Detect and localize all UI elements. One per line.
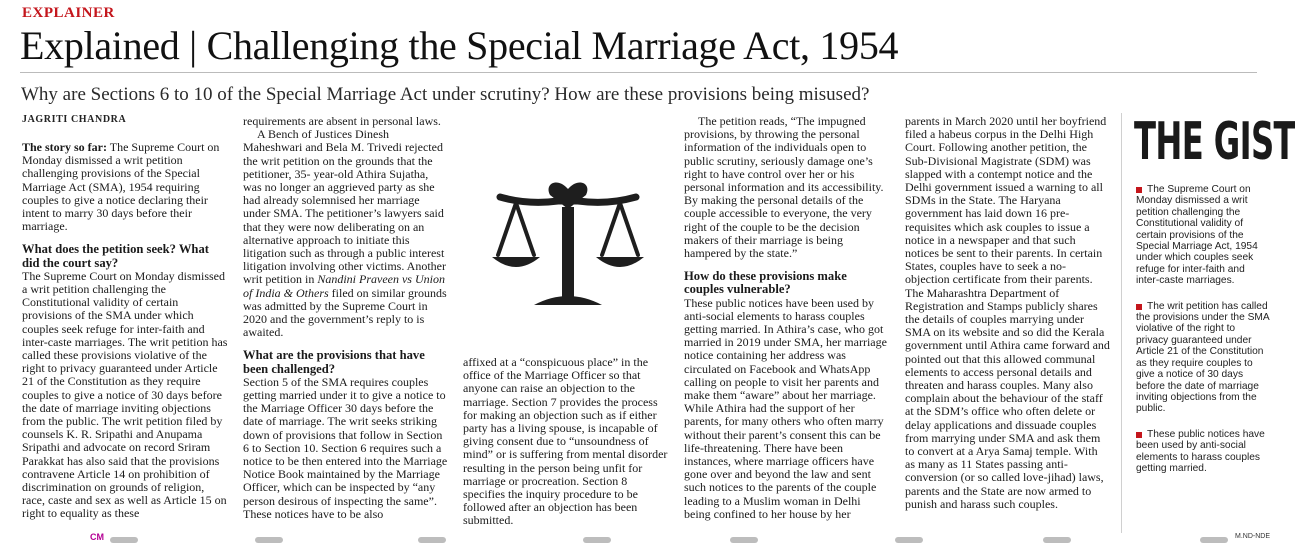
article-column-2 [243,115,448,535]
gist-item-text: These public notices have been used by anti-social elements to harass couples getting married. [1136,428,1265,474]
square-bullet-icon [1136,432,1142,438]
gist-item-text: The writ petition has called the provisions under the SMA violative of the right to privacy guaranteed under Article 21 of the Constitution as they require couples to give a notice of 30 days before the date of marriage inviting objections from the public. [1136,300,1270,415]
body-paragraph: Section 5 of the SMA requires couples getting married under it to give a notice to the Marriage Officer 30 days before the date of marriage. The writ seeks striking down of provisions that follow in Section 6 to Section 10. Section 6 requires such a notice to be then entered into the Marriage Notice Book maintained by the Marriage Officer, which can be inspected by “any person desirous of inspecting the same”. These notices have to be also [243,374,448,521]
color-mark: CM [90,532,104,542]
body-paragraph: These public notices have been used by anti-social elements to harass couples getting married. In Athira’s case, who got married in 2019 under SMA, her marriage notice containing her address was circulated on Facebook and WhatsApp calling on people to visit her parents and make them “aware” about her marriage. While Athira had the support of her parents, for many others who often marry without their parent’s consent this can be life-threatening. There have been instances, where marriage officers have gone over and beyond the law and sent such notices to the parents of the couple leading to a Muslim woman in Delhi being confined to her house by her [684,295,887,521]
body-text: A Bench of Justices Dinesh Maheshwari and Bela M. Trivedi rejected the writ petition on the grounds that the petitioner, 35- year-old Athira Sujatha, was no longer an aggrieved party as she had already solemnised her marriage under SMA. The petitioner’s lawyers said that they were now deliberating on an alternative approach to initiate this litigation such as through a public interest litigation involving other victims. Another writ petition in [243,127,446,287]
body-paragraph: affixed at a “conspicuous place” in the office of the Marriage Officer so that anyone can raise an objection to the marriage. Section 7 provides the process for making an objection such as if either party has a living spouse, is incapable of giving consent due to “unsoundness of mind” or is suffering from mental disorder resulting in the person being unfit for marriage or procreation. Section 8 specifies the inquiry procedure to be followed after an objection has been submitted. [463,355,668,528]
body-paragraph [243,128,448,339]
subheading-petition: What does the petition seek? What did the court say? [22,242,209,270]
page-code: M.ND-NDE [1235,533,1270,540]
lead-text: The Supreme Court on Monday dismissed a writ petition challenging provisions of the Special Marriage Act (SMA), 1954 requiring couples to give a notice declaring their intent to marry 30 days before their marriage. [22,140,220,234]
body-paragraph: parents in March 2020 until her boyfriend filed a habeus corpus in the Delhi High Court. Following another petition, the Sub-Divisional Magistrate (SDM) was slapped with a contempt notice and the Delhi government issued a warning to all SDMs in the State. The Haryana government has laid down 16 pre-requisites which ask couples to issue a notice in a newspaper and that such notices be sent to their parents. In certain States, couples have to seek a no-objection certificate from their parents. The Maharashtra Department of Registration and Stamps publicly shares the details of couples marrying under SMA on its website and so did the Kerala government until Athira came forward and pointed out that this allowed communal elements to access personal details and threaten and harass couples. Many also complain about the behaviour of the staff at the SDM’s office who often delete or delay applications and dissuade couples from marrying under SMA and ask them to convert at a Arya Samaj temple. With as many as 11 States passing anti-conversion (or so called love-jihad) laws, parents and the State are now armed to punish and harass such couples. [905,114,1110,511]
subheading-vulnerable: How do these provisions make couples vulnerable? [684,269,847,297]
article-column-1 [22,141,228,535]
gist-divider [1121,113,1122,533]
subheading-provisions: What are the provisions that have been challenged? [243,348,425,376]
registration-mark [255,537,283,543]
body-text: filed on similar grounds was admitted by the Supreme Court in 2020 and the government’s reply to is awaited. [243,285,447,340]
article-column-4 [684,115,889,535]
section-kicker: EXPLAINER [22,5,115,21]
author-byline: JAGRITI CHANDRA [22,114,127,125]
square-bullet-icon [1136,304,1142,310]
square-bullet-icon [1136,187,1142,193]
gist-item [1136,301,1270,415]
gist-item-text: The Supreme Court on Monday dismissed a writ petition challenging the Constitutional validity of certain provisions of the Special Marriage Act, 1954 under which couples seek refuge for inter-faith and inter-caste marriages. [1136,184,1258,287]
article-headline: Explained | Challenging the Special Marriage Act, 1954 [20,23,899,68]
registration-mark [730,537,758,543]
registration-mark [418,537,446,543]
article-standfirst: Why are Sections 6 to 10 of the Special Marriage Act under scrutiny? How are these provisions being misused? [21,84,870,105]
gist-item [1136,184,1270,287]
gist-item [1136,429,1270,475]
case-name: Nandini Praveen vs Union of India & Others [243,272,445,300]
gist-title: THE GIST [1134,112,1295,172]
lead-paragraph [22,141,228,233]
scales-with-heart-icon [488,147,648,312]
body-paragraph: requirements are absent in personal laws. [243,114,441,128]
registration-mark [110,537,138,543]
registration-mark [583,537,611,543]
registration-mark [1200,537,1228,543]
article-column-3 [463,356,669,536]
body-paragraph: The Supreme Court on Monday dismissed a writ petition challenging the Constitutional validity of certain provisions of the SMA under which couples seek refuge for inter-faith and inter-caste marriages. The writ petition has called these provisions violative of the right to privacy guaranteed under Article 21 of the Constitution as they require couples to give a notice of 30 days before the date of marriage inviting objections from the public. The writ petition filed by counsels K. R. Sripathi and Anupama Sripathi and advocate on record Sriram Parakkat has also said that the provisions contravene Article 14 on prohibition of discrimination on grounds of religion, race, caste and sex as well as Article 15 on right to equality as these [22,268,228,521]
registration-mark [895,537,923,543]
print-registration-marks [0,536,1277,543]
gist-list [1136,184,1270,488]
lead-label: The story so far: [22,140,107,154]
body-paragraph: The petition reads, “The impugned provisions, by throwing the personal information of the individuals open to public scrutiny, seriously damage one’s right to have control over her or his personal information and its accessibility. By making the personal details of the couple accessible to everyone, the very right of the couple to be the decision makers of their marriage is being hampered by the state.” [684,114,884,261]
registration-mark [1043,537,1071,543]
headline-divider [20,72,1257,73]
article-column-5 [905,115,1110,535]
